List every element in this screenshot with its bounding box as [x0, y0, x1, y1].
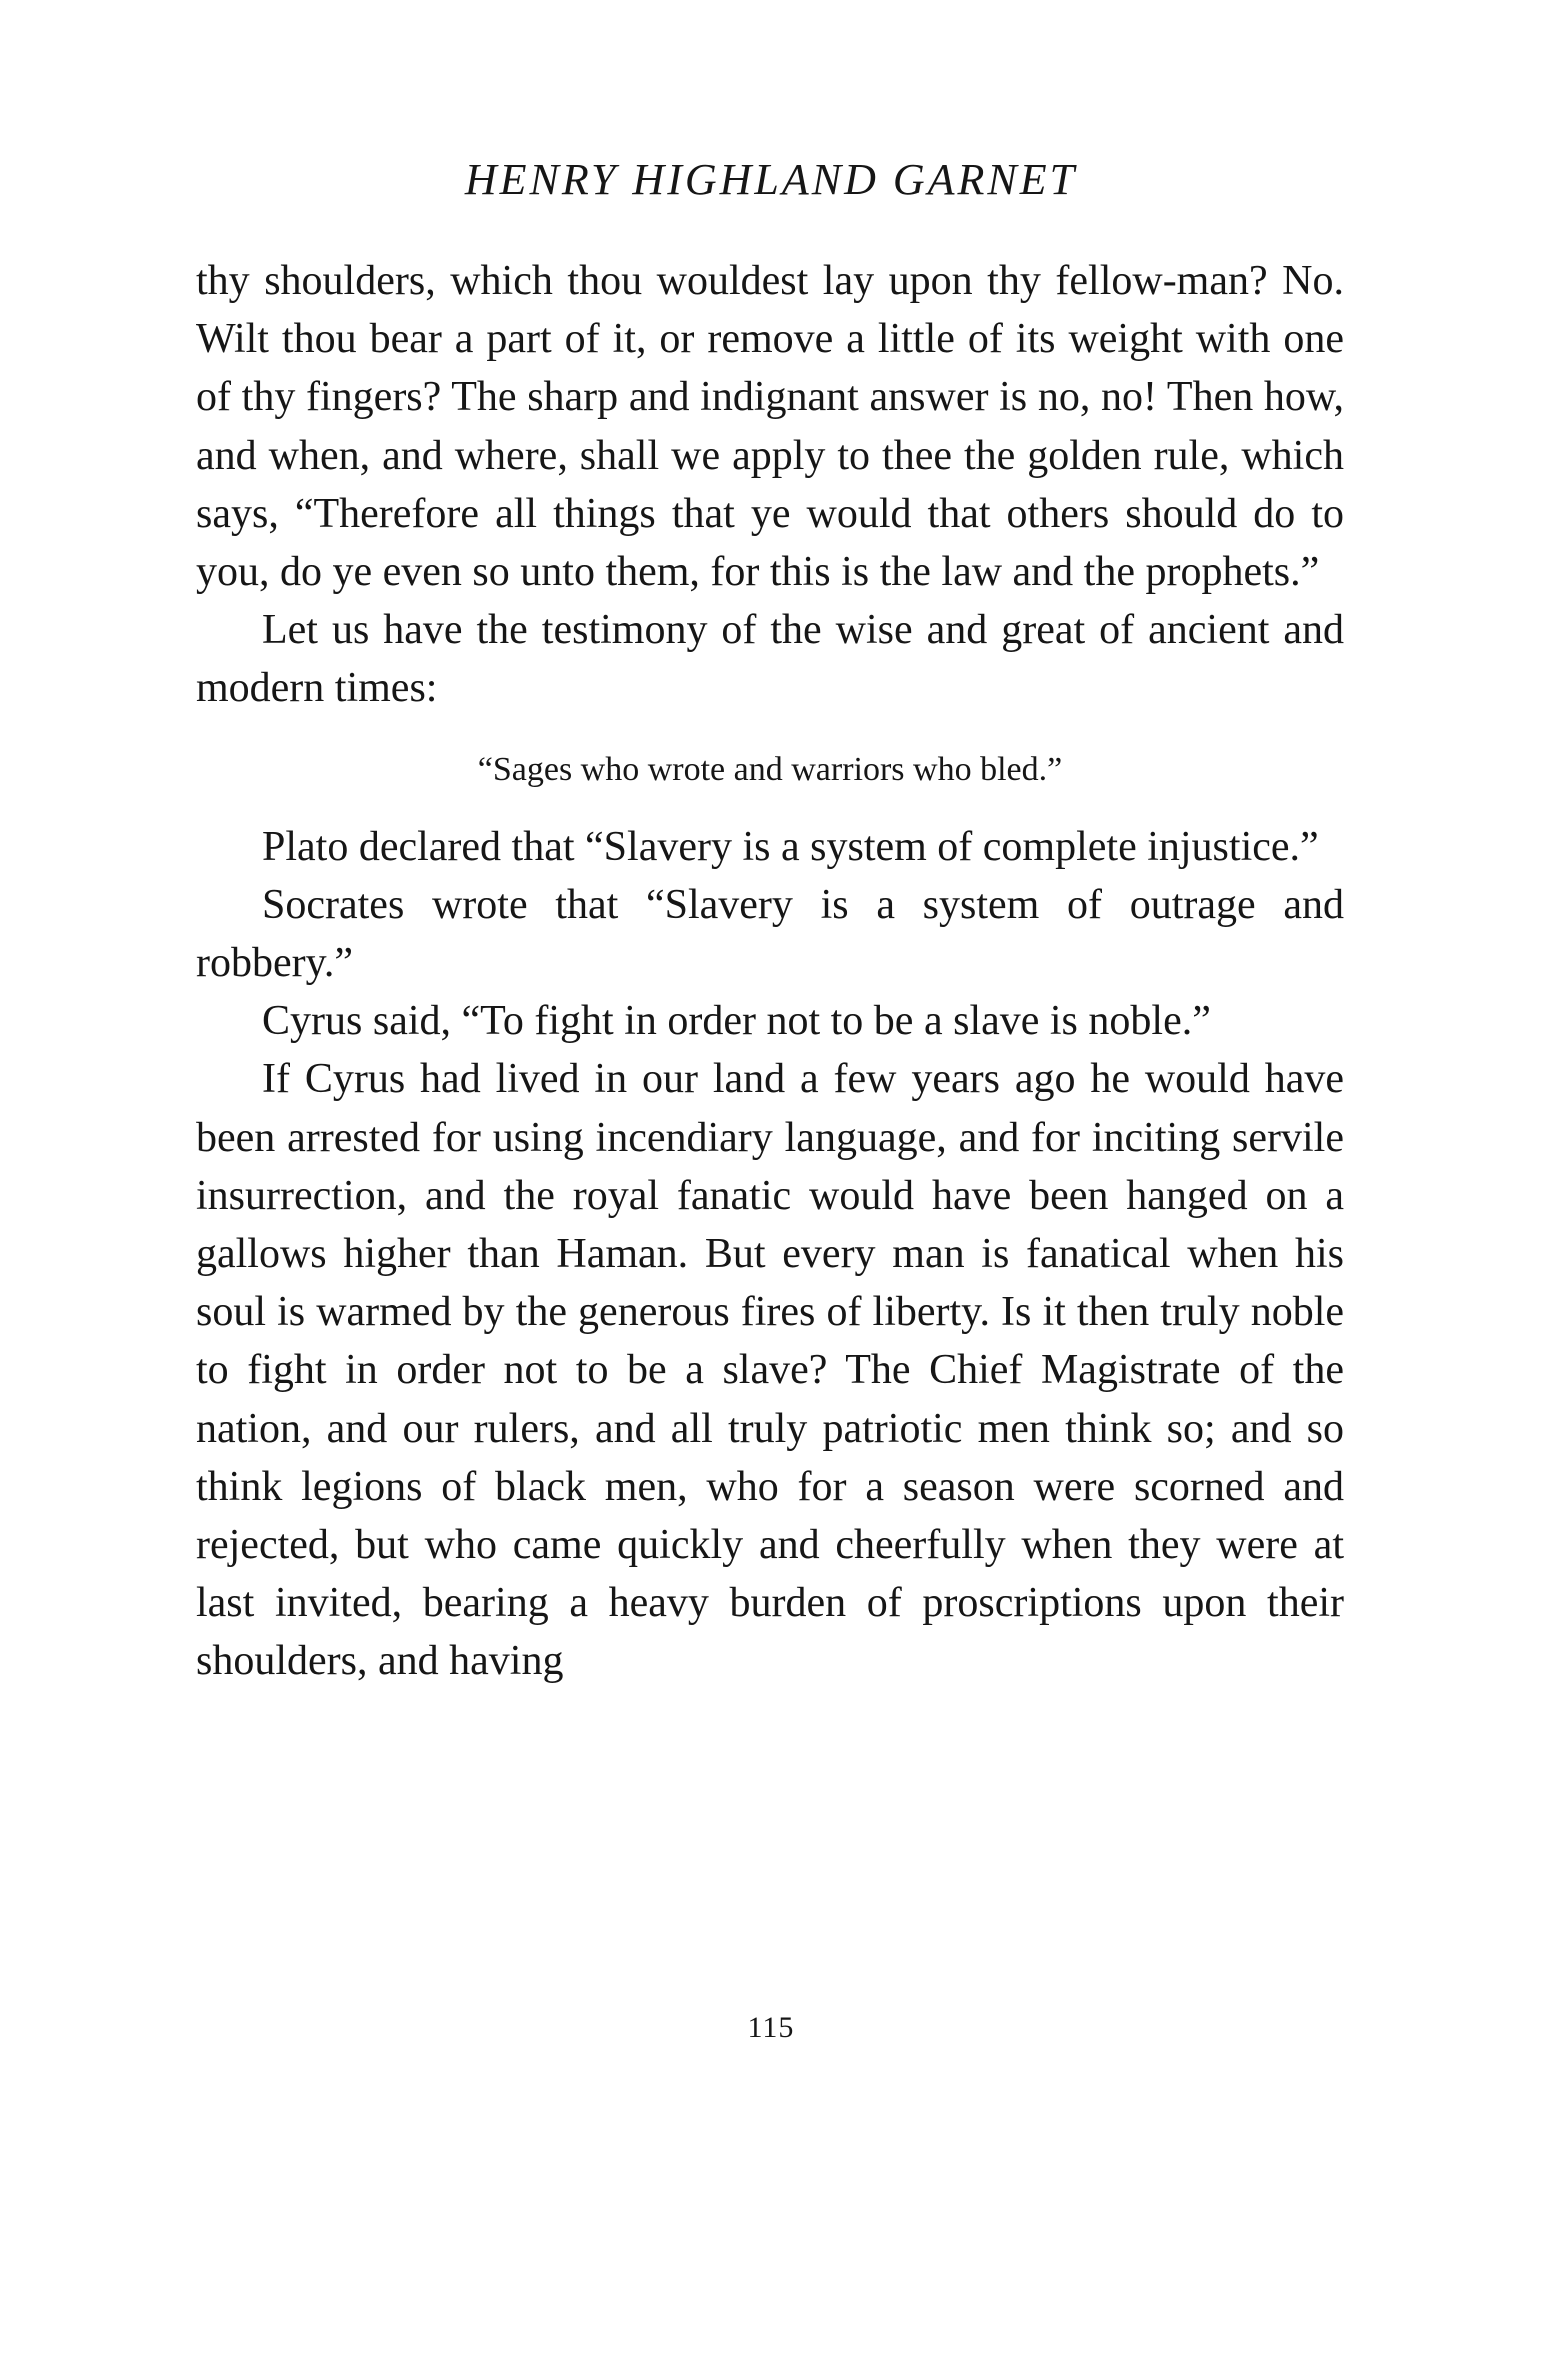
paragraph-socrates: Socrates wrote that “Slavery is a system of outrage and robbery.” — [196, 881, 1344, 987]
paragraph-testimony: Let us have the testimony of the wise and great of ancient and modern times: — [196, 607, 1344, 712]
paragraph-cyrus-commentary: If Cyrus had lived in our land a few years ago he would have been arrested for using incendiary language, and for inciting servile insurrection, and the royal fanatic would have been hanged on a gallows higher than Haman. But every man is fanatical when his soul is warmed by the generous fires of liberty. Is it then truly noble to fight in order not to be a slave? The Chief Magistrate of the nation, and our rulers, and all truly patriotic men think so; and so think legions of black men, who for a season were scorned and rejected, but who came quickly and cheerfully when they were at last invited, bearing a heavy burden of proscriptions upon their shoulders, and having — [196, 1056, 1344, 1685]
paragraph-cyrus: Cyrus said, “To fight in order not to be a slave is noble.” — [262, 998, 1211, 1045]
page-body — [196, 252, 1344, 1691]
verse-quote: “Sages who wrote and warriors who bled.” — [477, 750, 1063, 788]
running-head: HENRY HIGHLAND GARNET — [464, 155, 1078, 204]
page-number: 115 — [747, 2011, 795, 2044]
paragraph-continued: thy shoulders, which thou wouldest lay upon thy fellow-man? No. Wilt thou bear a part of it, or remove a little of its weight with one of thy fingers? The sharp and indignant answer is no, no! Then how, and when, and where, shall we apply to thee the golden rule, which says, “Therefore all things that ye would that others should do to you, do ye even so unto them, for this is the law and the prophets.” — [196, 258, 1344, 596]
paragraph-plato: Plato declared that “Slavery is a system of complete injustice.” — [262, 823, 1319, 870]
